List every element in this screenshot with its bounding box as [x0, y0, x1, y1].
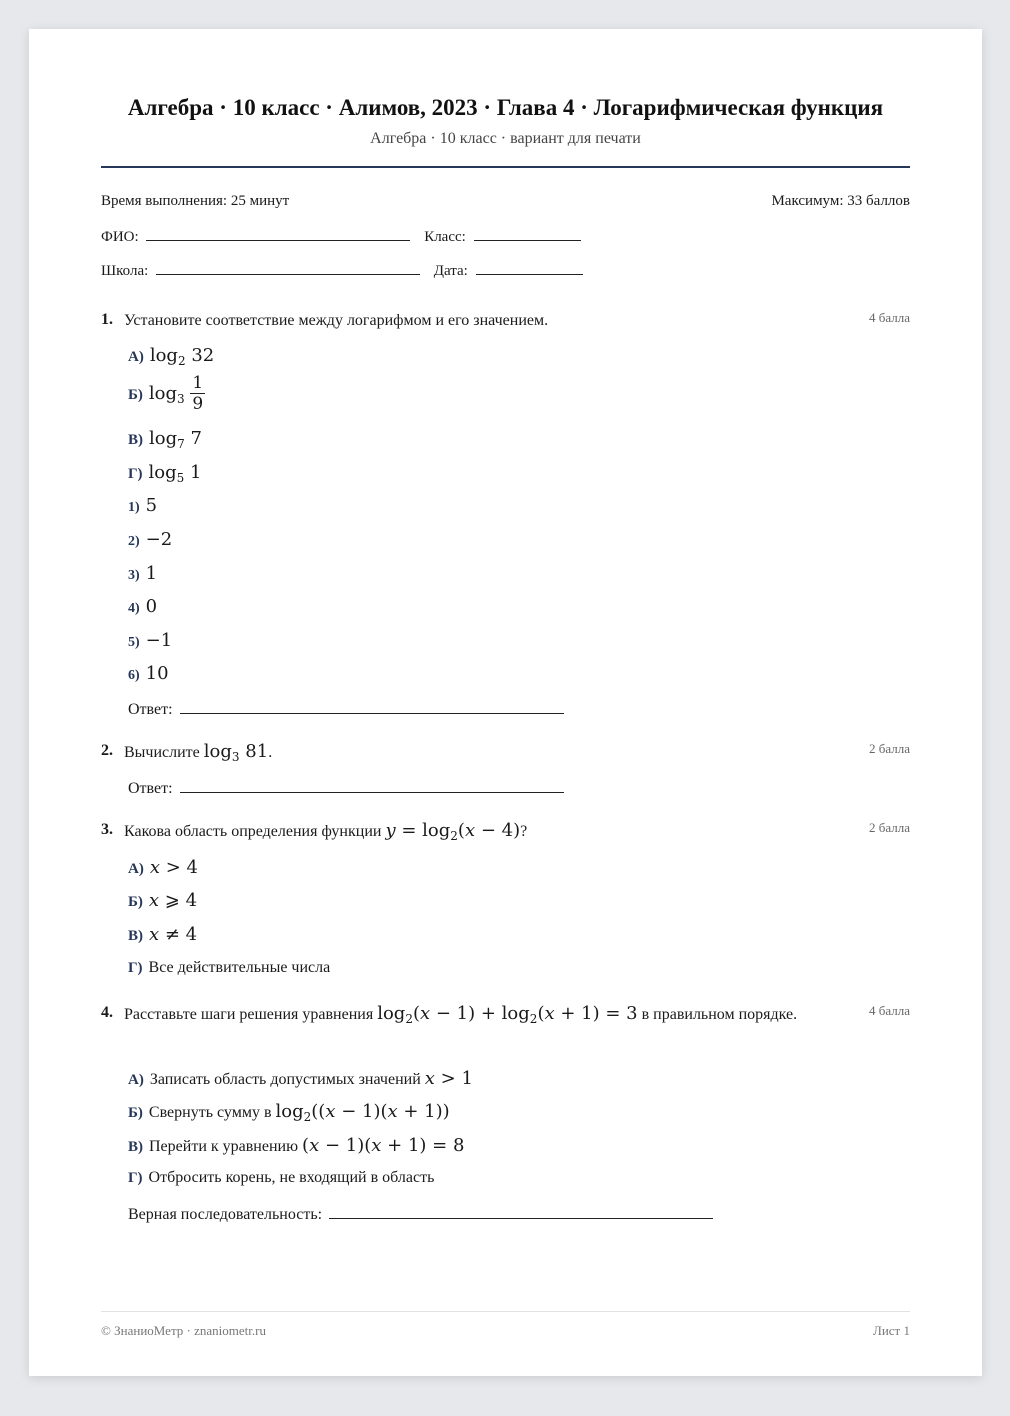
option-b	[128, 890, 197, 911]
option-expression: x ≠ 4	[149, 924, 198, 945]
time-limit: Время выполнения: 25 минут	[101, 193, 290, 209]
question-text-part: Расставьте шаги решения уравнения	[124, 1006, 374, 1023]
option-a	[128, 1068, 473, 1089]
value-5	[128, 630, 172, 651]
value-number: 4)	[128, 601, 140, 616]
option-b	[128, 374, 205, 413]
option-d	[128, 1169, 434, 1187]
option-text: Записать область допустимых значений	[149, 1071, 421, 1088]
question-number: 1.	[101, 311, 113, 328]
question-expression: $\log_3 81$	[203, 741, 269, 764]
question-number: 3.	[101, 821, 113, 838]
option-expression: x > 4	[149, 857, 198, 878]
value-expression: −2	[145, 529, 173, 550]
option-letter: Г)	[128, 960, 143, 976]
class-label: Класс:	[424, 229, 466, 245]
question-number: 4.	[101, 1004, 113, 1021]
value-1	[128, 495, 157, 516]
value-number: 2)	[128, 534, 140, 549]
value-number: 5)	[128, 635, 140, 650]
option-a	[128, 857, 198, 878]
meta-row-fio	[101, 226, 910, 246]
question-number: 2.	[101, 742, 113, 759]
answer-label: Ответ:	[128, 701, 173, 718]
value-expression: 5	[145, 495, 158, 516]
option-text: Отбросить корень, не входящий в область	[148, 1169, 435, 1186]
question-points: 4 балла	[869, 1003, 910, 1018]
question-text-part: в правильном порядке.	[641, 1006, 798, 1023]
option-a	[128, 345, 214, 368]
option-c	[128, 924, 197, 945]
answer-row	[128, 778, 564, 798]
option-letter: Г)	[128, 466, 143, 482]
value-4	[128, 596, 157, 617]
option-letter: В)	[128, 928, 143, 944]
option-letter: Г)	[128, 1170, 143, 1186]
option-letter: Б)	[128, 1105, 143, 1121]
option-text: Перейти к уравнению	[149, 1138, 299, 1155]
answer-row	[128, 1204, 713, 1224]
option-b	[128, 1101, 450, 1124]
answer-row	[128, 699, 564, 719]
question-points: 4 балла	[869, 310, 910, 325]
option-letter: А)	[128, 861, 144, 877]
page-subtitle: Алгебра · 10 класс · вариант для печати	[370, 130, 641, 147]
answer-field[interactable]	[180, 699, 564, 714]
option-expression: x > 1	[424, 1068, 473, 1089]
answer-field[interactable]	[329, 1204, 713, 1219]
footer-copyright: © ЗнаниоМетр · znaniometr.ru	[101, 1323, 266, 1338]
value-expression: 1	[145, 563, 158, 584]
question-text-part: ?	[520, 823, 528, 840]
value-2	[128, 529, 172, 550]
answer-field[interactable]	[180, 778, 564, 793]
date-label: Дата:	[433, 263, 468, 279]
school-label: Школа:	[101, 263, 149, 279]
fio-field[interactable]	[146, 226, 410, 241]
option-letter: Б)	[128, 386, 143, 403]
option-letter: А)	[128, 1072, 144, 1088]
max-score: Максимум: 33 баллов	[771, 193, 910, 209]
option-expression: $\log_7 7$	[149, 428, 202, 451]
option-text: Все действительные числа	[148, 959, 331, 976]
value-number: 1)	[128, 500, 140, 515]
question-expression: $\log_2(x - 1) + \log_2(x + 1) = 3$	[377, 1003, 638, 1026]
option-c	[128, 1135, 464, 1156]
answer-label: Верная последовательность:	[128, 1206, 323, 1223]
option-expression: $\log_2((x - 1)(x + 1))$	[275, 1101, 450, 1124]
value-expression: 0	[145, 596, 158, 617]
option-letter: Б)	[128, 894, 143, 910]
value-number: 6)	[128, 668, 140, 683]
footer-divider	[101, 1311, 910, 1312]
option-c	[128, 428, 202, 451]
value-expression: −1	[145, 630, 173, 651]
question-text	[124, 738, 824, 771]
question-text-part: .	[268, 744, 273, 761]
value-6	[128, 663, 169, 684]
option-d	[128, 959, 330, 977]
option-expression: $\log_5 1$	[148, 462, 202, 485]
question-text-part: Какова область определения функции	[124, 823, 382, 840]
option-d	[128, 462, 202, 485]
answer-label: Ответ:	[128, 780, 173, 797]
option-expression: (x − 1)(x + 1) = 8	[302, 1135, 465, 1156]
worksheet-content	[101, 29, 910, 1376]
value-3	[128, 563, 157, 584]
option-expression: $\log_2 32$	[149, 345, 215, 368]
school-field[interactable]	[156, 260, 420, 275]
page-title: Алгебра · 10 класс · Алимов, 2023 · Глава 4 · Логарифмическая функция	[127, 95, 884, 120]
meta-row-school	[101, 260, 910, 280]
option-expression: x ⩾ 4	[148, 890, 198, 911]
value-number: 3)	[128, 568, 140, 583]
footer-page-number: Лист 1	[873, 1323, 910, 1338]
worksheet-page	[29, 29, 982, 1376]
option-letter: В)	[128, 432, 143, 448]
option-letter: В)	[128, 1139, 143, 1155]
date-field[interactable]	[476, 260, 583, 275]
class-field[interactable]	[474, 226, 581, 241]
value-expression: 10	[145, 663, 169, 684]
question-points: 2 балла	[869, 820, 910, 835]
question-points: 2 балла	[869, 741, 910, 756]
header-divider	[101, 166, 910, 168]
option-expression: $\log_3$ $\frac{1}{9}$	[148, 373, 204, 414]
fio-label: ФИО:	[101, 229, 139, 245]
question-expression: $y = \log_2(x - 4)$	[385, 820, 521, 843]
question-text: Установите соответствие между логарифмом и его значением.	[124, 312, 549, 329]
question-text	[124, 1000, 824, 1033]
option-letter: А)	[128, 349, 144, 365]
question-text-part: Вычислите	[124, 744, 200, 761]
option-text: Свернуть сумму в	[148, 1104, 272, 1121]
question-text	[124, 817, 824, 850]
